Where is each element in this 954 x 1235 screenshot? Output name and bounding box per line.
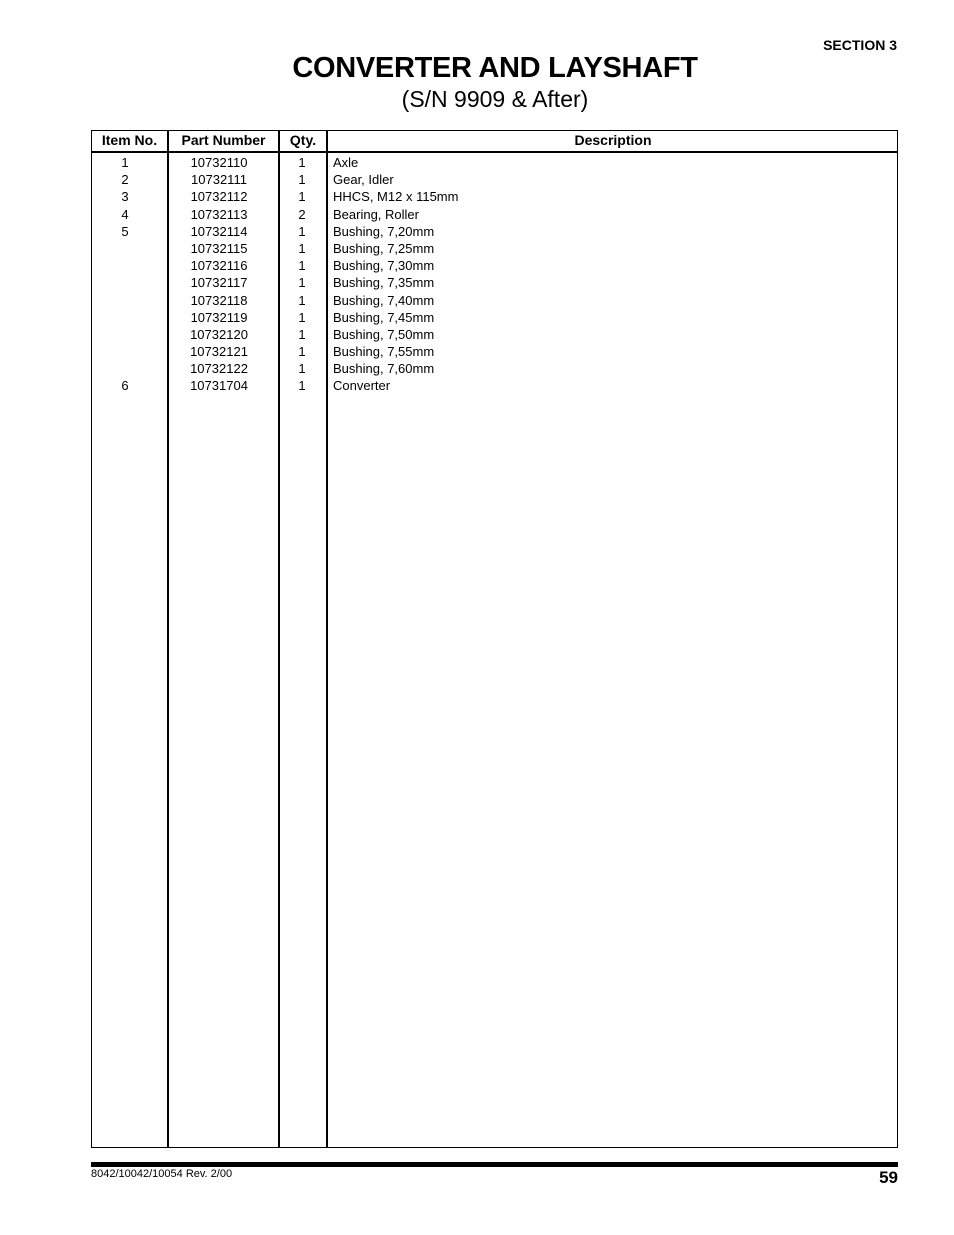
table-row: [92, 206, 897, 223]
description-cell: Bushing, 7,35mm: [333, 275, 435, 291]
quantity-cell: 1: [298, 223, 306, 239]
table-row: [92, 154, 897, 171]
part-number-cell: 10732122: [190, 361, 248, 377]
table-body: [92, 154, 897, 395]
description-cell: Bushing, 7,25mm: [333, 240, 435, 256]
page-number: 59: [879, 1168, 898, 1187]
description-cell: Bushing, 7,30mm: [333, 258, 435, 274]
item-number-cell: 4: [121, 206, 129, 222]
page-subtitle: (S/N 9909 & After): [401, 86, 589, 112]
column-header-description: Description: [574, 132, 652, 148]
quantity-cell: 1: [298, 258, 306, 274]
column-header-qty: Qty.: [289, 132, 317, 148]
section-label: SECTION 3: [823, 37, 897, 53]
description-cell: Bushing, 7,60mm: [333, 361, 435, 377]
part-number-cell: 10732115: [190, 240, 248, 256]
part-number-cell: 10732114: [190, 223, 248, 239]
description-cell: Bushing, 7,20mm: [333, 223, 435, 239]
description-cell: Converter: [333, 378, 391, 394]
item-number-cell: 3: [121, 189, 129, 205]
parts-table: [91, 130, 898, 1148]
table-row: [92, 360, 897, 377]
description-cell: Axle: [333, 155, 359, 170]
description-cell: Bushing, 7,50mm: [333, 326, 435, 342]
item-number-cell: 2: [121, 172, 129, 188]
table-row: [92, 274, 897, 291]
table-row: [92, 326, 897, 343]
description-cell: Bushing, 7,55mm: [333, 344, 435, 360]
description-cell: Bushing, 7,45mm: [333, 309, 435, 325]
item-number-cell: 6: [121, 378, 129, 394]
quantity-cell: 1: [298, 240, 306, 256]
column-header-item: Item No.: [101, 132, 158, 148]
table-row: [92, 292, 897, 309]
quantity-cell: 1: [298, 326, 306, 342]
quantity-cell: 1: [298, 361, 306, 377]
quantity-cell: 1: [298, 309, 306, 325]
column-header-part-number: Part Number: [181, 132, 266, 148]
description-cell: Bearing, Roller: [333, 206, 419, 222]
item-number-cell: 1: [121, 155, 129, 170]
part-number-cell: 10732120: [190, 326, 248, 342]
description-cell: Bushing, 7,40mm: [333, 292, 435, 308]
table-row: [92, 240, 897, 257]
part-number-cell: 10731704: [190, 378, 248, 394]
part-number-cell: 10732116: [190, 258, 248, 274]
quantity-cell: 1: [298, 172, 306, 188]
table-row: [92, 377, 897, 394]
part-number-cell: 10732111: [191, 172, 247, 188]
table-row: [92, 223, 897, 240]
item-number-cell: 5: [121, 223, 129, 239]
header-divider: [92, 151, 897, 153]
quantity-cell: 1: [298, 378, 306, 394]
table-row: [92, 257, 897, 274]
quantity-cell: 1: [298, 189, 306, 205]
table-row: [92, 343, 897, 360]
description-cell: Gear, Idler: [333, 172, 394, 188]
description-cell: HHCS, M12 x 115mm: [333, 189, 459, 205]
document-reference: 8042/10042/10054 Rev. 2/00: [91, 1168, 233, 1180]
part-number-cell: 10732119: [190, 309, 248, 325]
part-number-cell: 10732112: [190, 189, 248, 205]
table-row: [92, 188, 897, 205]
quantity-cell: 2: [298, 206, 306, 222]
table-row: [92, 309, 897, 326]
footer-rule: [91, 1162, 898, 1167]
part-number-cell: 10732110: [190, 155, 248, 170]
quantity-cell: 1: [298, 292, 306, 308]
table-row: [92, 171, 897, 188]
quantity-cell: 1: [298, 344, 306, 360]
quantity-cell: 1: [298, 155, 306, 170]
part-number-cell: 10732117: [190, 275, 248, 291]
part-number-cell: 10732118: [190, 292, 248, 308]
part-number-cell: 10732121: [190, 344, 248, 360]
part-number-cell: 10732113: [190, 206, 248, 222]
page-title: CONVERTER AND LAYSHAFT: [292, 52, 698, 84]
quantity-cell: 1: [298, 275, 306, 291]
